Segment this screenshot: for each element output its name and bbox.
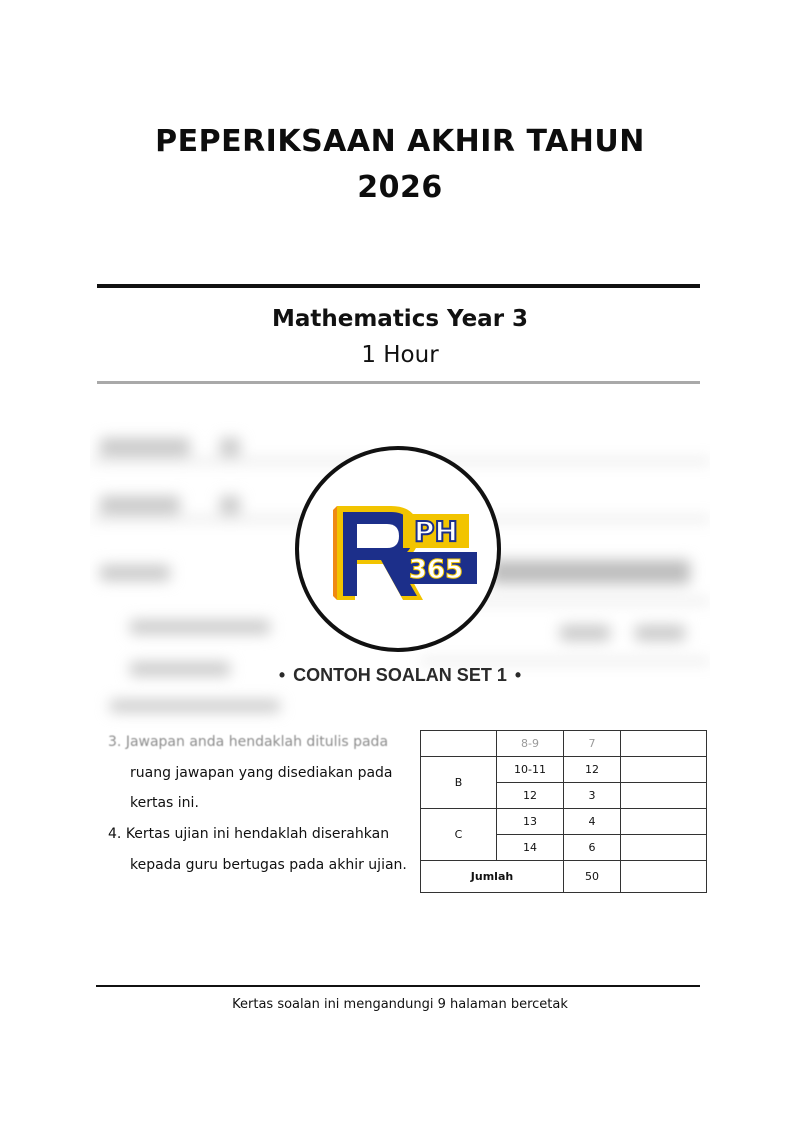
svg-text:PH: PH bbox=[414, 515, 458, 548]
section-b: B bbox=[421, 757, 497, 809]
table-row: 14 6 bbox=[421, 835, 707, 861]
score-cell[interactable] bbox=[621, 757, 707, 783]
subject-title: Mathematics Year 3 bbox=[271, 306, 529, 332]
table-row: 12 3 bbox=[421, 783, 707, 809]
exam-year: 2026 bbox=[357, 170, 443, 205]
total-score-cell[interactable] bbox=[621, 861, 707, 893]
instruction-3-line2: ruang jawapan yang disediakan pada bbox=[130, 765, 393, 781]
score-cell[interactable] bbox=[621, 783, 707, 809]
bottom-divider bbox=[96, 985, 700, 987]
marks-table bbox=[420, 730, 707, 893]
total-row bbox=[421, 861, 707, 893]
instruction-4-line2: kepada guru bertugas pada akhir ujian. bbox=[130, 857, 407, 873]
table-row: 8-9 7 bbox=[421, 731, 707, 757]
rph365-logo bbox=[295, 446, 501, 652]
score-cell[interactable] bbox=[621, 809, 707, 835]
logo-icon bbox=[299, 450, 497, 648]
instruction-3-line3: kertas ini. bbox=[130, 795, 199, 811]
page-count-note: Kertas soalan ini mengandungi 9 halaman bercetak bbox=[232, 997, 568, 1012]
instruction-3-line1: 3. Jawapan anda hendaklah ditulis pada bbox=[108, 734, 389, 750]
svg-text:365: 365 bbox=[408, 555, 464, 585]
grey-divider bbox=[97, 381, 700, 384]
total-marks: 50 bbox=[564, 861, 621, 893]
table-row: C 13 4 bbox=[421, 809, 707, 835]
sample-set-label: • CONTOH SOALAN SET 1 • bbox=[278, 665, 522, 685]
section-c: C bbox=[421, 809, 497, 861]
table-row: B 10-11 12 bbox=[421, 757, 707, 783]
total-label: Jumlah bbox=[421, 861, 564, 893]
exam-title: PEPERIKSAAN AKHIR TAHUN bbox=[155, 124, 645, 159]
exam-duration: 1 Hour bbox=[361, 342, 439, 368]
top-divider bbox=[97, 284, 700, 288]
instruction-4-line1: 4. Kertas ujian ini hendaklah diserahkan bbox=[108, 826, 390, 842]
score-cell[interactable] bbox=[621, 835, 707, 861]
